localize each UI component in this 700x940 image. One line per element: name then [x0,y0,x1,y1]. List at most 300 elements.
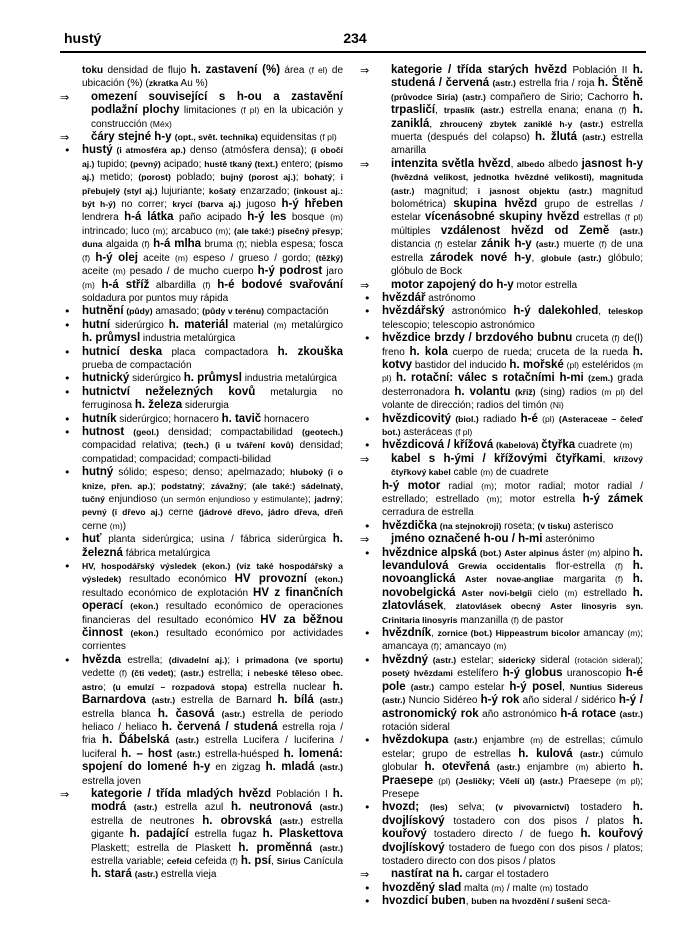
label: (ekon.) [130,601,159,612]
label: (astr.) [496,762,521,773]
headword: h-á mlha [153,238,202,251]
entry-hvozdeny [360,882,643,895]
translation: estrella vieja [158,869,217,881]
headword: h. Barnardova [82,680,343,707]
entry-toku [60,64,343,91]
label: (rotación sideral) [574,654,641,665]
translation: de(l) freno [382,333,643,358]
translation: bosque [286,212,331,224]
label: (pl) [566,359,580,370]
translation: compacidad relativa; [82,440,184,452]
label: (astr.) [319,695,343,706]
translation [456,574,466,585]
label: (m) [273,319,287,330]
translation: ; [340,225,343,237]
translation: ; [103,681,113,693]
headword: omezení související s h-ou a zastavění podlažní plochy [91,90,343,117]
headword: hutní [82,318,111,331]
arrow-icon: ⇒ [60,131,70,145]
entry-kategorie-mladych [60,788,343,882]
translation: ; motor estrella [499,494,583,505]
translation: hornacero [261,413,310,425]
headword: čtyřka [541,439,576,452]
translation [573,749,580,760]
headword: hutnický [82,372,130,385]
translation: seca- [583,896,611,908]
translation: estelar [442,239,482,251]
label: (těžký) [315,252,343,263]
translation: en la ubicación y construcción [91,105,343,130]
headword: h. zlatovlásek [382,586,643,613]
bullet-icon: • [364,895,371,909]
bullet-icon: • [364,332,371,346]
translation [541,601,551,612]
label: (Ni) [549,400,564,411]
translation: Población II [567,65,633,76]
label: (f) [598,239,607,250]
bullet-icon: • [364,734,371,748]
translation: Población I [271,788,333,800]
label: (pevný) [130,158,161,169]
headword: vícenásobné skupiny hvězd [424,211,580,224]
label: (m) [619,440,633,451]
translation: limitaciones [179,105,241,117]
headword: h-é [520,412,538,425]
translation: planta siderúrgica; usina / fábrica siderúrgica [101,534,333,546]
label: (geotech.) [301,426,343,437]
entry-hut [60,533,343,560]
right-column [360,64,643,930]
translation: estrella fugaz [188,829,263,841]
translation: cerne [162,507,199,519]
translation: lendrera [82,212,125,224]
translation: alpino [600,547,633,559]
translation: estrella de periodo heliaco / heliaco [82,708,343,733]
label: (astr.) [410,681,435,692]
headword: hutnost [82,425,125,438]
entry-jmeno [360,533,643,546]
label: (astr.) [134,869,159,880]
translation: estrellado [577,587,633,599]
bullet-icon: • [364,412,371,426]
translation: múltiples [391,225,441,237]
translation: estrella de Barnard [175,695,278,707]
page-header [64,30,646,50]
label: Aster novae-angliae [465,574,554,585]
translation: radiado [478,413,521,425]
headword: intenzita světla hvězd [391,157,511,170]
translation: resultado económico [121,574,235,586]
label: zornice (bot.) [437,628,493,639]
headword: h. otevřená [424,761,490,774]
headword: h. Plaskettova [262,828,343,841]
translation: distancia [391,239,435,251]
entry-hvezdicka [360,520,643,533]
headword: h. bílá [277,694,314,707]
grammar-label: (f el) [308,65,328,75]
label: (m) [486,494,500,504]
label: Sirius [276,855,301,866]
label: košatý [208,185,237,196]
translation: de ubicación (%) ( [82,65,343,90]
translation: malta [461,882,492,894]
translation: metalurgia no ferruginosa [82,386,343,412]
translation [312,843,320,854]
translation: área [280,65,309,76]
translation: ; niebla espesa; fosca [244,239,343,251]
translation: enjambre [520,762,576,774]
arrow-icon: ⇒ [360,278,370,292]
label: (kříž) [515,386,536,397]
label: buben na hvozdění / sušení [471,896,584,907]
entry-hvozd [360,801,643,868]
translation: Au %) [178,78,208,90]
translation: amancay [579,628,628,640]
headword: zárodek nové h-y [429,251,532,264]
translation: astrónomo [425,292,476,304]
translation: ; [340,494,343,505]
label: (astr.) [180,668,204,679]
label: siderický [498,654,536,665]
translation: espeso / grueso / gordo; [187,252,316,264]
entry-hutneni [60,305,343,318]
headword: h. volantu [454,385,511,398]
bullet-icon: • [364,519,371,533]
headword: h. studená / červená [391,64,643,90]
translation: (sing) radios [535,386,602,398]
translation: estrella azul [157,802,231,814]
translation: , [602,453,614,465]
translation: estelar; [456,654,499,666]
translation [623,574,633,585]
headword: hutnění [82,305,124,318]
translation: estrella-huésped [200,748,284,760]
translation: equidensitas [257,132,320,144]
headword: HV z finančních operací [82,586,343,613]
translation: soldadura por puntos muy rápida [82,292,229,304]
label: (kabelová) [496,440,539,451]
headword: h. proměnná [238,841,313,854]
bullet-icon: • [64,466,71,480]
translation: ; [332,172,341,184]
label: (m) [480,467,494,478]
label: (čti vedet) [131,668,174,679]
label: (pl) [438,775,451,786]
translation: margarita [553,574,616,586]
label: (astr.) [176,748,201,759]
translation: del volante de dirección; radios del timón [382,386,643,412]
label: (astr.) [539,775,564,786]
headword: h. neutronová [230,801,312,814]
translation [419,802,430,813]
translation: esteléridos [579,359,633,371]
translation: cefeida [191,855,230,867]
entry-hutny [60,466,343,533]
bullet-icon: • [64,144,71,158]
arrow-icon: ⇒ [60,90,70,104]
translation: magnitud bolométrica) [391,185,643,211]
bullet-icon: • [364,546,371,560]
label: (m pl) [616,775,641,786]
headword: h. mořské [509,358,564,371]
translation: entero; [277,158,315,170]
label: i jasnost objektu (astr.) [477,185,593,196]
domain-label: (opt., svět. technika) [174,132,258,143]
label: (m) [575,762,589,773]
translation: ; amancayo [439,641,494,653]
entry-hvezdicovity [360,413,643,440]
label: (i atmosféra ap.) [112,145,186,156]
headword: jasnost h-y [581,157,643,170]
translation: , [562,681,571,693]
label: (astr.) [577,252,602,263]
entry-cary [60,131,343,144]
label: písečný přesyp [277,225,341,236]
translation: cúmulo globular [382,748,643,774]
label: (f) [611,333,620,344]
translation [572,119,580,130]
translation [307,574,315,585]
bullet-icon: • [64,425,71,439]
translation: estrellas [579,212,625,224]
translation: siderurgia [182,400,229,412]
headword: h-é bodové svařování [217,278,343,291]
translation: año sideral / sidérico [519,695,619,707]
headword: h. levandulová [382,546,643,573]
arrow-icon: ⇒ [360,868,370,882]
translation: densidad de flujo [103,65,191,76]
translation: ; Presepe [382,775,643,800]
translation: de estrellas; cúmulo estelar; grupo de estrellas [382,735,643,760]
headword: h. zkouška [277,345,343,358]
arrow-icon: ⇒ [360,533,370,547]
entry-hutnik [60,413,343,426]
translation: tostadero [569,802,633,814]
translation: rotación sideral [382,721,450,733]
translation: siderúrgico [110,319,169,331]
translation: enjambre [477,735,531,747]
entry-hutnici-deska [60,346,343,373]
bullet-icon: • [364,439,371,453]
entry-hvezdar [360,292,643,305]
translation: metido; [94,172,139,184]
label: HV, hospodářský výsledek (ekon.) [82,561,231,572]
translation: ; [228,225,235,237]
label: (průvodce Siria) [391,91,459,102]
label: Aster alpinus [504,547,559,558]
headword: h-ý hřeben [281,198,343,211]
label: (f) [430,641,440,652]
entry-hutnicky [60,372,343,385]
headword: hutník [82,412,117,425]
translation: ; [227,654,237,666]
headword: hvězdicovitý [382,412,452,425]
label: (ekon.) [130,628,159,639]
translation: motor estrella [513,279,578,291]
label: (f) [119,668,128,679]
label: i nebeské těleso obec. astro [82,668,343,692]
headword: h-ý rok [480,694,520,707]
headword: HV provozní [234,573,307,586]
translation: estrella de neutrones [91,815,203,827]
label: (f) [82,252,91,263]
translation: estrella fria / roja [515,78,598,90]
headword: motor zapojený do h-y [391,278,514,291]
label: (f) [202,279,211,290]
translation: estrella variable; [91,855,167,867]
label: (ale také:) [252,480,296,491]
translation: de pastor [518,614,564,626]
headword: h-ý olej [95,251,138,264]
translation: siderúrgico; hornacero [116,413,222,425]
headword: hvězdnice alpská [382,546,477,559]
translation: jugoso [240,199,282,211]
headword: toku [82,65,104,76]
translation: Nuncio Sidéreo [405,695,481,707]
label: (m pl) [601,386,626,397]
headword: hvozd; [382,801,420,814]
translation: enzarzado; [236,185,294,197]
translation: estrella blanca [82,708,158,720]
label: (astr.) [133,802,158,813]
label: (tech.) [183,440,209,451]
label: (astr.) [175,735,199,746]
translation: cuadrete [575,440,620,452]
label: (m) [627,628,641,639]
label: (f) [510,614,519,625]
bullet-icon: • [364,305,371,319]
entry-omezeni [60,91,343,131]
headword: h. psí [240,854,272,867]
translation: ; arcabuco [165,225,216,237]
translation: de una estrella [391,239,643,264]
entry-hutnictvi [60,386,343,413]
label: (půdy v terénu) [202,306,265,317]
headword: hvězdička [382,519,437,532]
grammar-label: (Méx) [149,118,172,129]
label: (porost) [138,172,171,183]
entry-hvozdici [360,895,643,908]
entry-hvezdice [360,332,643,412]
translation: ; [202,480,211,492]
translation: roseta; [501,520,538,532]
bullet-icon: • [64,560,71,574]
translation: ; amancaya [382,628,643,653]
entry-hvezdnik [360,627,643,654]
bullet-icon: • [64,318,71,332]
headword: h. kouřový dvojlískový [382,828,643,854]
translation: , [443,601,456,613]
translation [571,253,578,264]
left-column [60,64,343,930]
translation: albardilla [149,279,203,291]
translation: aceite [82,266,113,278]
label: (u emulzí – rozpadová stopa) [112,681,248,692]
label: Hippeastrum bicolor [495,628,580,639]
label: (les) [429,802,448,813]
translation [126,802,134,813]
headword: h-ý / astronomický rok [382,694,643,720]
headword: h-ý posel [509,680,563,693]
translation: pesado / de mucho cuerpo [125,266,258,278]
label: zlatovlásek obecný [455,601,541,612]
label: i přebujelý (styl aj.) [82,172,343,196]
label: (un sermón enjundioso y estimulante) [160,494,308,504]
translation: , [271,855,277,867]
translation: no correr; [115,199,173,211]
grammar-label: (f pl) [240,105,260,116]
translation: Plaskett; estrella de Plaskett [91,842,239,854]
translation: poblado; [170,172,221,184]
arrow-icon: ⇒ [360,452,370,466]
translation [490,762,497,773]
headword: h. Ďábelská [102,734,170,747]
headword: hvozděný slad [382,881,462,894]
entry-hv [60,560,343,654]
headword: h. Praesepe [382,761,643,787]
translation: intrincado; luco [82,225,153,237]
translation: estrella nuclear [247,681,333,693]
translation: , [510,158,517,170]
translation: vedette [82,668,120,680]
headword: kategorie / třída mladých hvězd [91,787,272,800]
headword: h. obrovská [202,814,272,827]
label: (zem.) [588,373,614,384]
headword: hvězdář [382,291,426,304]
label: (m) [587,547,601,558]
label: cefeid [166,855,192,866]
bullet-icon: • [64,345,71,359]
translation: amasado; [152,306,203,318]
label: (m) [539,882,553,893]
translation: cielo [532,587,565,599]
headword: h-ý globus [502,667,563,680]
headword: jméno označené h-ou / h-mi [391,533,543,546]
arrow-icon: ⇒ [360,64,370,77]
header-rule [60,51,646,53]
label: jadrný [314,494,341,504]
label: (m) [530,735,544,746]
translation: , [598,306,609,318]
label: (na stejnokroji) [439,520,502,531]
label: (bot.) [479,547,502,558]
label: (m) [109,520,123,531]
label: (f) [229,855,238,866]
translation: campo estelar [434,681,510,693]
headword: kabel s h-ými / křížovými čtyřkami [391,452,603,465]
label: (astr.) [462,91,486,102]
bullet-icon: • [64,653,71,667]
headword: kategorie / třída starých hvězd [391,64,568,76]
translation: glóbulo; glóbulo de Bock [391,252,643,278]
headword: hutnictví neželezných kovů [82,385,256,398]
headword: hustý [82,144,113,157]
label: (astr.) [579,118,604,129]
label: (astr.) [432,654,457,665]
label: (m) [564,587,578,598]
translation: ) [122,520,127,532]
translation: cerradura de estrella [382,507,474,519]
entry-kategorie-starych [360,64,643,158]
label: (ale také:) [234,225,275,236]
headword: h. novobelgická [382,573,643,599]
label: (f) [434,239,443,250]
translation: estrella; [121,654,169,666]
translation: estrella roja / fria [82,721,343,747]
label: (ve sportu) [295,654,343,665]
translation: estrella enana; enana [503,105,619,117]
label: (inkoust aj.: být h-ý) [82,185,343,210]
